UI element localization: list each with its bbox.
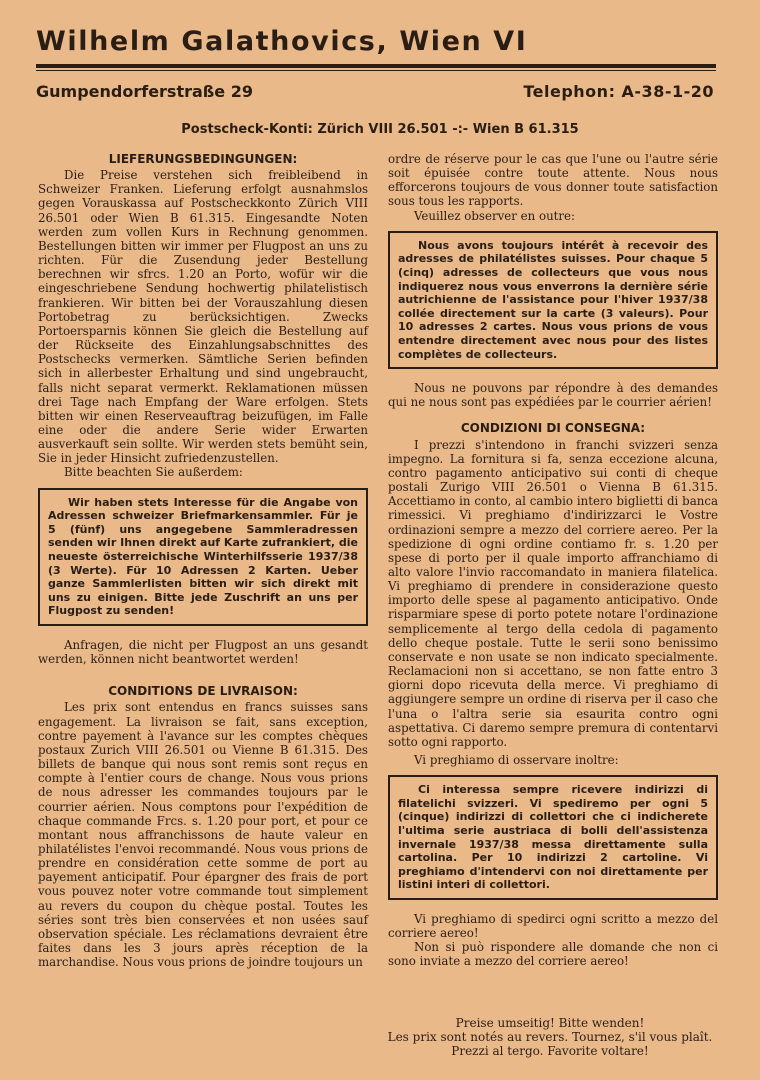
italian-airmail-note-1: Vi preghiamo di spedirci ogni scritto a mezzo del corriere aereo! — [388, 911, 718, 941]
italian-heading: CONDIZIONI DI CONSEGNA: — [460, 421, 646, 436]
italian-collector-offer-box — [388, 775, 718, 900]
telephone-number: Telephon: A-38-1-20 — [523, 82, 714, 101]
street-address: Gumpendorferstraße 29 — [36, 82, 253, 101]
header-rule-thick — [36, 64, 716, 68]
german-airmail-note: Anfragen, die nicht per Flugpost an uns gesandt werden, können nicht beantwortet werden! — [38, 637, 368, 667]
german-note-intro: Bitte beachten Sie außerdem: — [64, 465, 243, 480]
right-column-content — [388, 152, 718, 969]
firm-name: Wilhelm Galathovics, Wien VI — [36, 26, 528, 57]
left-column — [38, 152, 368, 969]
german-terms-text: Die Preise verstehen sich freibleibend in Schweizer Franken. Lieferung erfolgt ausnahmslos gegen Vorauskassa auf Postscheckkonto Zürich VIII 26.501 oder Wien B 61.315. Eingesandte Noten werden zum vollen Kurs in Rechnung genommen. Bestellungen bitten wir immer per Flugpost an uns zu richten. Für die Zusendung jeder Bestellung berechnen wir sfrcs. 1.20 an Porto, wofür wir die eingeschriebene Sendung hochwertig philatelistisch frankieren. Wir bitten bei der Vorauszahlung diesen Portobetrag zu berücksichtigen. Zwecks Portoersparnis können Sie gleich die Bestellung auf der Rückseite des Einzahlungsabschnittes des Postschecks vermerken. Sämtliche Serien befinden sich in allerbester Erhaltung und sind ungebraucht, falls nicht separat vermerkt. Reklamationen müssen drei Tage nach Empfang der Ware erfolgen. Stets bitten wir einen Reserveauftrag beizufügen, im Falle eine oder die andere Serie wider Erwarten ausverkauft sein sollte. Wir werden stets bemüht sein, Sie in jeder Hinsicht zufriedenzustellen. — [38, 168, 368, 466]
french-box-text: Nous avons toujours intérêt à recevoir des adresses de philatélistes suisses. Pour chaque 5 (cinq) adresses de collecteurs que vous nous indiquerez nous vous enverrons la dernière série autrichienne de l'assistance pour l'hiver 1937/38 collée directement sur la carte (3 valeurs). Pour 10 adresses 2 cartes. Nous vous prions de vous entendre directement avec nous pour des listes complètes de collecteurs. — [398, 238, 708, 361]
french-heading: CONDITIONS DE LIVRAISON: — [108, 684, 298, 699]
footer-french: Les prix sont notés au revers. Tournez, s'il vous plaît. — [387, 1030, 713, 1044]
german-box-text: Wir haben stets Interesse für die Angabe von Adressen schweizer Briefmarkensammler. Für je 5 (fünf) uns angegebene Sammleradressen senden wir Ihnen direkt auf Karte zufrankiert, die neueste österreichische Winterhilfsserie 1937/38 (3 Werte). Für 10 Adressen 2 Karten. Ueber ganze Sammlerlisten bitten wir sich direkt mit uns zu einigen. Bitte jede Zuschrift an uns per Flugpost zu senden! — [48, 495, 358, 618]
postscheck-accounts: Postscheck-Konti: Zürich VIII 26.501 -:- Wien B 61.315 — [181, 122, 579, 137]
footer-german: Preise umseitig! Bitte wenden! — [455, 1016, 645, 1030]
french-note-intro: Veuillez observer en outre: — [414, 208, 576, 223]
german-collector-offer-box — [38, 488, 368, 626]
italian-note-intro: Vi preghiamo di osservare inoltre: — [414, 753, 619, 768]
turn-over-footer — [360, 1016, 740, 1058]
italian-terms-text: I prezzi s'intendono in franchi svizzeri senza impegno. La fornitura si fa, senza eccezione alcuna, contro pagamento anticipativo sui conti di cheque postali Zurigo VIII 26.501 o Vienna B 61.315. Accettiamo in conto, al cambio intero biglietti di banca rimessici. Vi preghiamo d'indirizzarci le Vostre ordinazioni sempre a mezzo del corriere aereo. Per la spedizione di ogni ordine contiamo fr. s. 1.20 per spese di porto per il quale importo affranchiamo di alto valore l'invio raccomandato in maniera filatelica. Vi preghiamo di prendere in considerazione questo importo delle spese al pagamento anticipativo. Onde risparmiare spese di porto potete notare l'ordinazione semplicemente al tergo della cedola di pagamento dello cheque postale. Tutte le serii sono benissimo conservate e non usate se non indicato specialmente. Reclamacioni non si accettano, se non fatte entro 3 giorni dopo ricevuta della merce. Vi preghiamo di aggiungere sempre un ordine di riserva per il caso che l'una o l'altra serie sia esaurita contro ogni aspettativa. Ci daremo sempre premura di contentarvi sotto ogni rapporto. — [388, 437, 718, 749]
german-heading: LIEFERUNGSBEDINGUNGEN: — [108, 152, 298, 166]
footer-italian: Prezzi al tergo. Favorite voltare! — [451, 1044, 649, 1058]
italian-box-text: Ci interessa sempre ricevere indirizzi di filatelichi svizzeri. Vi spediremo per ogni 5 (cinque) indirizzi di collettori che ci indicherete l'ultima serie austriaca di bolli dell'assistenza invernale 1937/38 messa direttamente sulla cartolina. Per 10 indirizzi 2 cartoline. Vi preghiamo d'intendervi con noi direttamente per listini interi di collettori. — [398, 783, 708, 892]
french-terms-text-continued: ordre de réserve pour le cas que l'une ou l'autre série soit épuisée contre toute attente. Nous nous efforcerons toujours de vous donner toute satisfaction sous tous les rapports. — [388, 152, 718, 209]
header-rule-thin — [36, 70, 716, 71]
french-collector-offer-box — [388, 231, 718, 369]
french-terms-text: Les prix sont entendus en francs suisses sans engagement. La livraison se fait, sans exception, contre payement à l'avance sur les comptes chèques postaux Zurich VIII 26.501 ou Vienne B 61.315. Des billets de banque qui nous sont remis sont reçus en compte à l'entier cours de change. Nous vous prions de nous adresser les commandes toujours par le courrier aérien. Nous comptons pour l'expédition de chaque commande Frcs. s. 1.20 pour port, et pour ce montant nous affranchissons de haute valeur en philatélistes l'envoi recommandé. Nous vous prions de prendre en considération cette somme de port au payement anticipatif. Pour épargner des frais de port vous pouvez noter votre commande tout simplement au revers du coupon du chèque postal. Toutes les séries sont très bien conservées et non usées sauf observation spéciale. Les réclamations devraient être faites dans les 3 jours après réception de la marchandise. Nous vous prions de joindre toujours un — [38, 700, 368, 970]
french-airmail-note: Nous ne pouvons par répondre à des demandes qui ne nous sont pas expédiées par le courrier aérien! — [388, 381, 718, 410]
italian-airmail-note-2: Non si può rispondere alle domande che non ci sono inviate a mezzo del corriere aereo! — [388, 940, 718, 969]
